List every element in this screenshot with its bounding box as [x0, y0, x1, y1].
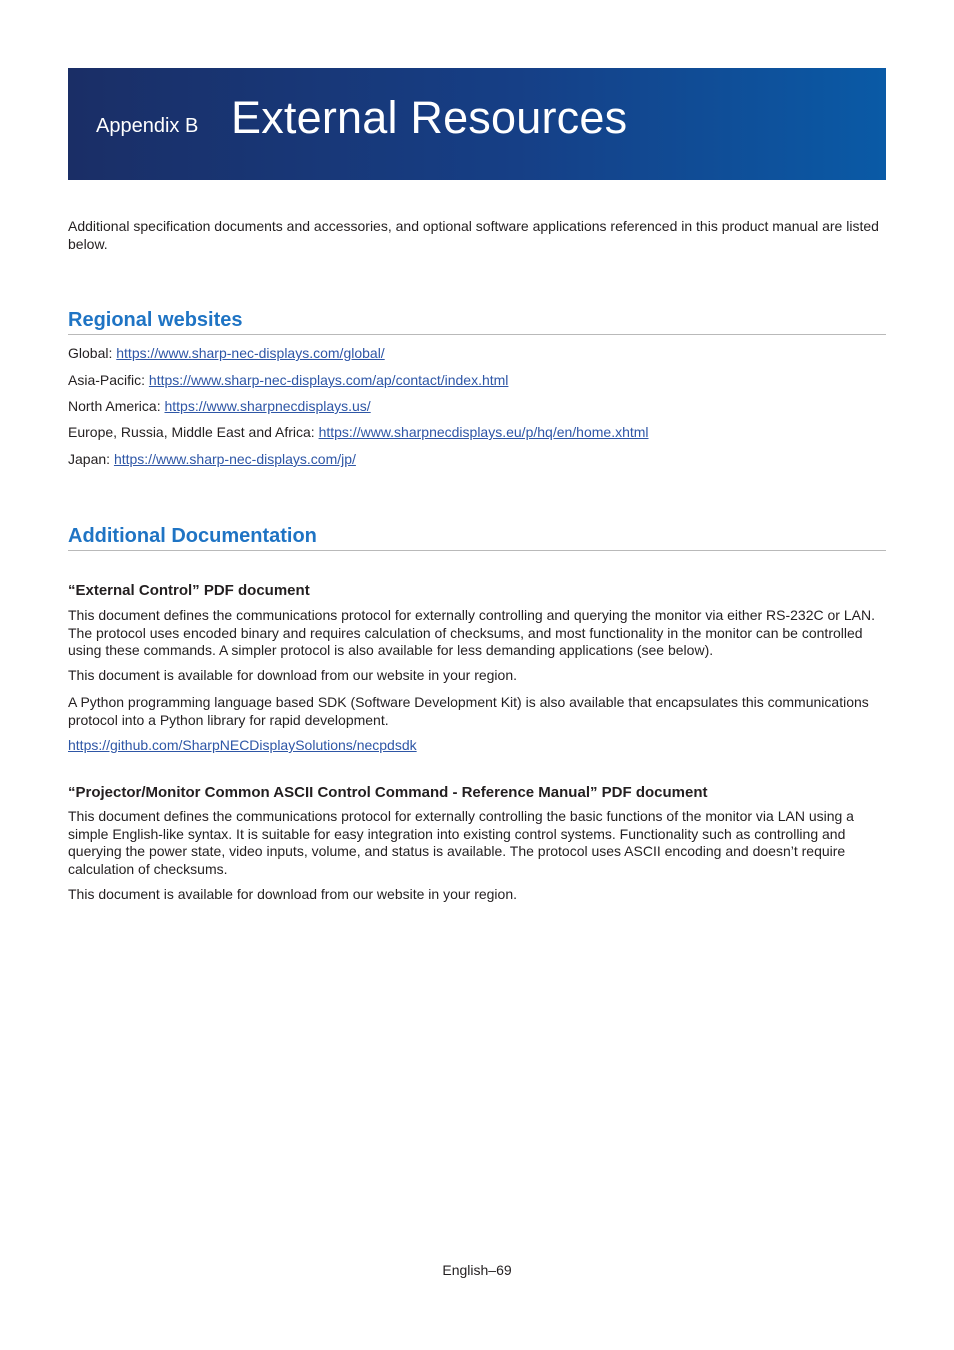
- sdk-link-row: [68, 737, 880, 755]
- intro-paragraph: Additional specification documents and accessories, and optional software applications referenced in this product manual are listed below.: [68, 218, 879, 252]
- site-link-global[interactable]: https://www.sharp-nec-displays.com/global/: [116, 345, 385, 361]
- site-link-asia-pacific[interactable]: https://www.sharp-nec-displays.com/ap/contact/index.html: [148, 372, 509, 388]
- site-row-japan: [68, 451, 880, 469]
- site-link-europe[interactable]: https://www.sharpnecdisplays.eu/p/hq/en/home.xhtml: [318, 424, 649, 440]
- page-number: English–69: [442, 1262, 512, 1278]
- site-row-north-america: [68, 398, 880, 416]
- regional-websites-heading: Regional websites: [68, 309, 886, 335]
- site-label: Asia-Pacific:: [68, 372, 146, 388]
- external-control-heading: “External Control” PDF document: [68, 582, 310, 599]
- additional-documentation-heading: Additional Documentation: [68, 525, 886, 551]
- ascii-control-heading: “Projector/Monitor Common ASCII Control Command - Reference Manual” PDF document: [68, 784, 708, 801]
- site-label: Europe, Russia, Middle East and Africa:: [68, 424, 315, 440]
- site-row-europe: [68, 424, 880, 442]
- site-label: North America:: [68, 398, 161, 414]
- sdk-github-link[interactable]: https://github.com/SharpNECDisplaySolutions/necpdsdk: [68, 737, 417, 753]
- title-banner: [68, 68, 886, 180]
- site-row-global: [68, 345, 880, 363]
- site-link-north-america[interactable]: https://www.sharpnecdisplays.us/: [164, 398, 371, 414]
- appendix-label: Appendix B: [96, 115, 199, 137]
- site-link-japan[interactable]: https://www.sharp-nec-displays.com/jp/: [113, 451, 356, 467]
- site-row-asia-pacific: [68, 372, 880, 390]
- external-control-paragraph-1: This document defines the communications protocol for externally controlling and querying the monitor via either RS-232C or LAN. The protocol uses encoded binary and requires calculation of checksums, and most functionality in the monitor can be controlled using these commands. A simpler protocol is also available for less demanding applications (see below).: [68, 607, 875, 658]
- external-control-paragraph-3: A Python programming language based SDK (Software Development Kit) is also available that encapsulates this communications protocol into a Python library for rapid development.: [68, 694, 869, 728]
- ascii-control-paragraph-2: This document is available for download from our website in your region.: [68, 886, 518, 902]
- site-label: Japan:: [68, 451, 111, 467]
- page-title: External Resources: [231, 92, 628, 143]
- ascii-control-paragraph-1: This document defines the communications protocol for externally controlling the basic functions of the monitor via LAN using a simple English-like syntax. It is suitable for easy integration into existing control systems. Functionality such as controlling and querying the power state, video inputs, volume, and status is available. The protocol uses ASCII encoding and doesn’t require calculation of checksums.: [68, 808, 854, 877]
- site-label: Global:: [68, 345, 113, 361]
- external-control-paragraph-2: This document is available for download from our website in your region.: [68, 667, 518, 683]
